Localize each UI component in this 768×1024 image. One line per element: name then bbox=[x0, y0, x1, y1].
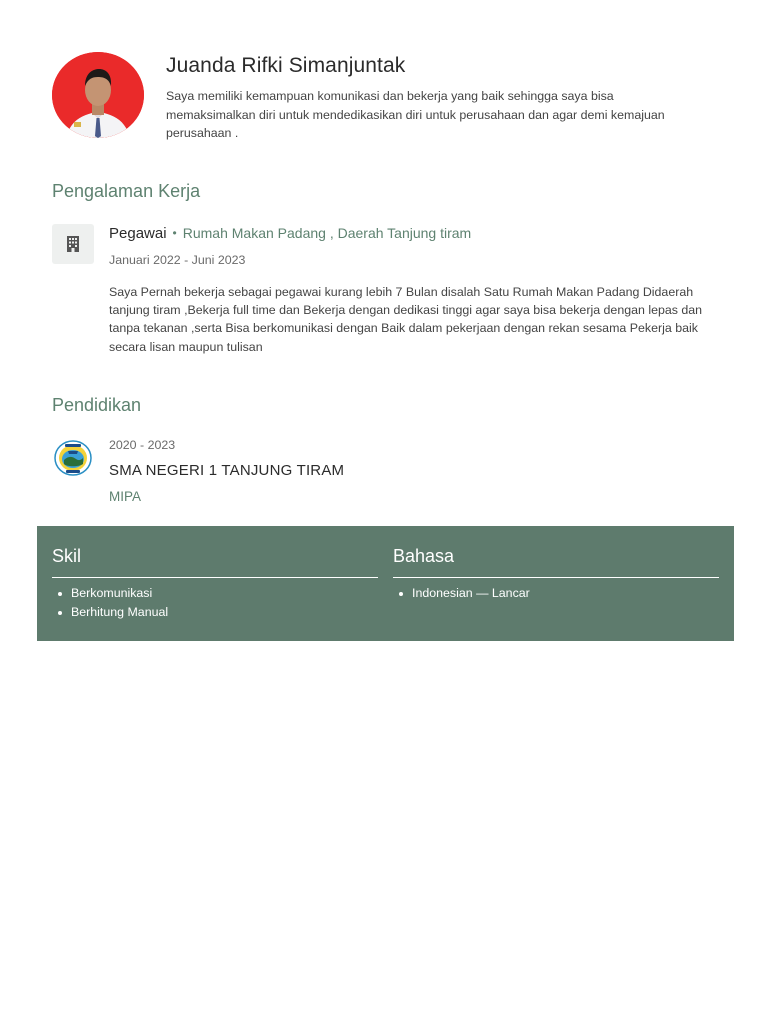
job-heading bbox=[109, 225, 471, 242]
profile-summary: Saya memiliki kemampuan komunikasi dan bekerja yang baik sehingga saya bisa memaksimalkan diri untuk mendedikasikan diri untuk perusahaan dan agar demi kemajuan perusahaan . bbox=[166, 89, 665, 140]
skill-item: Berhitung Manual bbox=[52, 603, 168, 622]
job-dates: Januari 2022 - Juni 2023 bbox=[109, 253, 246, 267]
languages-title: Bahasa bbox=[393, 546, 455, 566]
building-icon bbox=[52, 224, 94, 264]
job-separator: • bbox=[172, 226, 177, 240]
profile-header bbox=[52, 52, 732, 152]
job-position: Pegawai bbox=[109, 225, 167, 242]
skill-item: Berkomunikasi bbox=[52, 584, 168, 603]
education-school: SMA NEGERI 1 TANJUNG TIRAM bbox=[109, 462, 345, 479]
skills-title: Skil bbox=[52, 546, 82, 566]
job-description: Saya Pernah bekerja sebagai pegawai kurang lebih 7 Bulan disalah Satu Rumah Makan Padang Didaerah tanjung tiram ,Bekerja full time dan Bekerja dengan dedikasi tinggi agar saya bisa bekerja dengan lepas dan tanpa tekanan ,serta Bisa berkomunikasi dengan Baik dalam pekerjaan dengan rekan sesama Pekerja baik secara lisan maupun tulisan bbox=[109, 285, 703, 354]
skills-languages-band bbox=[37, 526, 734, 641]
languages-list bbox=[393, 584, 530, 603]
experience-section-title: Pengalaman Kerja bbox=[52, 181, 201, 201]
languages-divider bbox=[393, 577, 719, 578]
job-company: Rumah Makan Padang , Daerah Tanjung tiram bbox=[182, 225, 472, 241]
skills-list bbox=[52, 584, 168, 621]
profile-photo bbox=[52, 52, 144, 138]
education-section-title: Pendidikan bbox=[52, 395, 142, 415]
profile-name: Juanda Rifki Simanjuntak bbox=[166, 54, 406, 77]
school-logo-icon bbox=[53, 439, 93, 477]
education-years: 2020 - 2023 bbox=[109, 438, 176, 452]
language-item: Indonesian — Lancar bbox=[393, 584, 530, 603]
education-major: MIPA bbox=[109, 489, 142, 504]
skills-divider bbox=[52, 577, 378, 578]
